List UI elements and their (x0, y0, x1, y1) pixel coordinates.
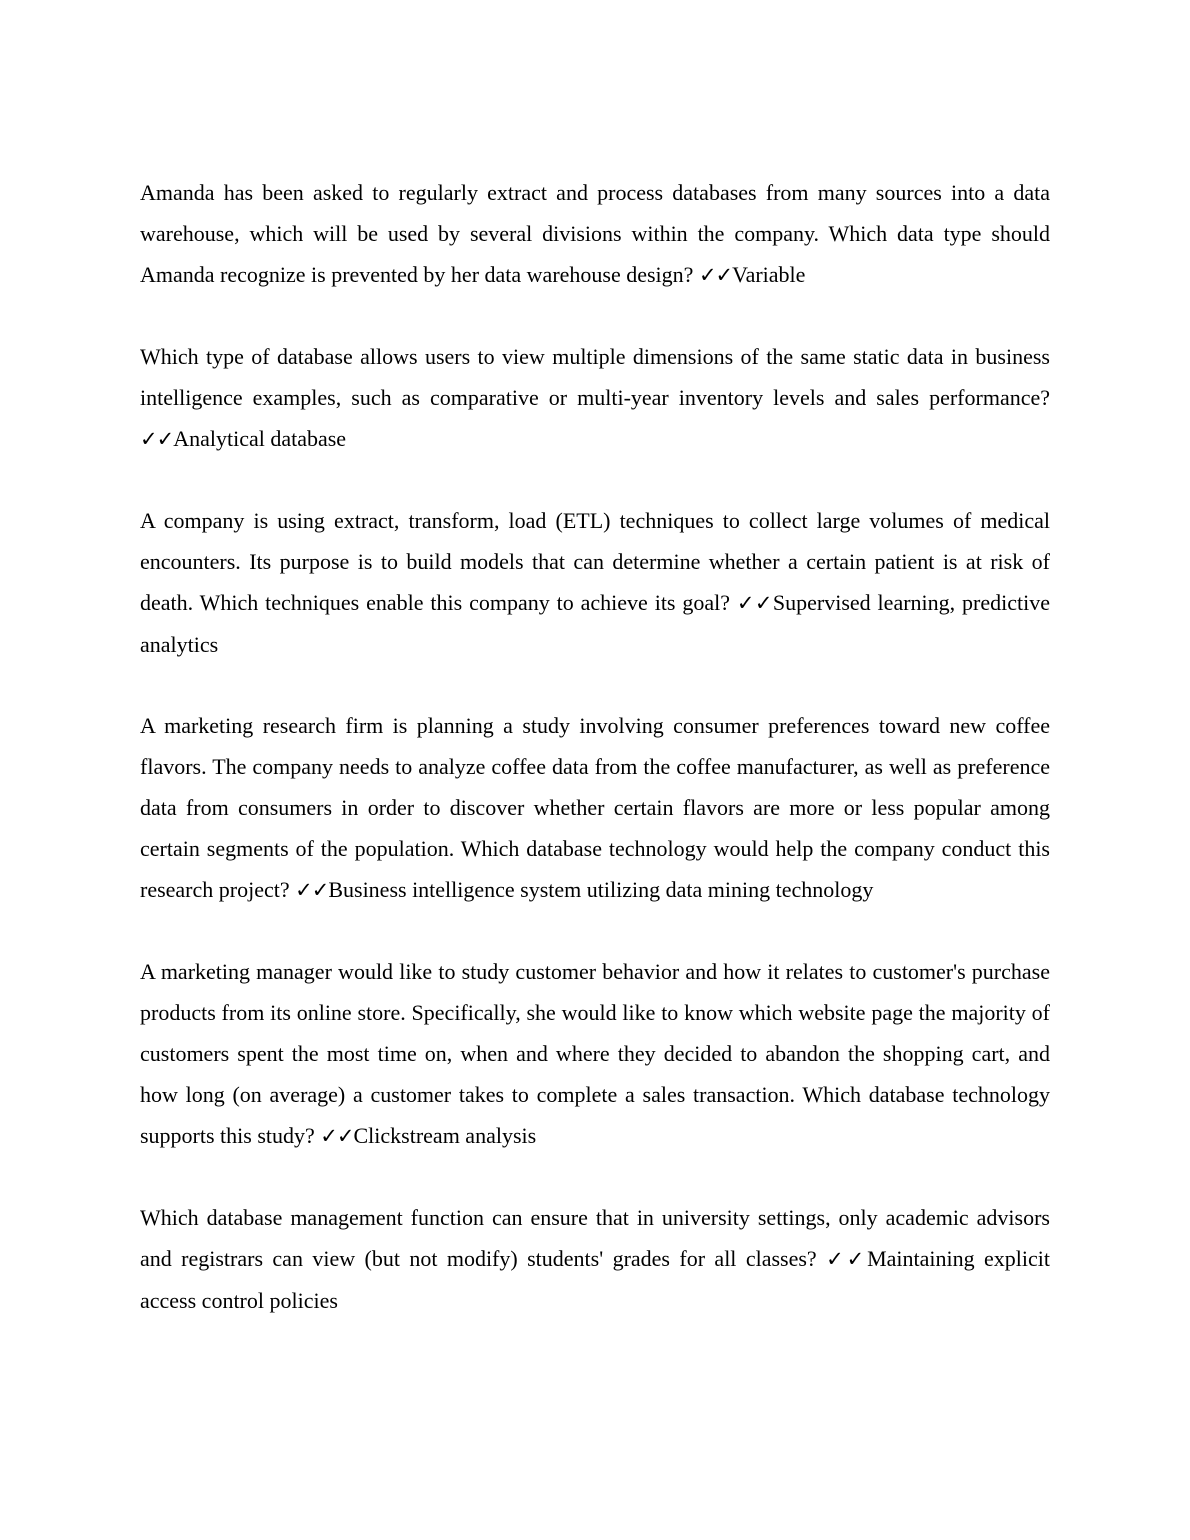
double-check-icon: ✓✓ (320, 1124, 354, 1148)
qa-item-6 (140, 1197, 1050, 1321)
question-text: Which database management function can ensure that in university settings, only academic advisors and registrars can view (but not modify) students' grades for all classes? (140, 1205, 1050, 1271)
double-check-icon: ✓✓ (295, 878, 329, 902)
qa-item-4 (140, 705, 1050, 911)
qa-item-1 (140, 172, 1050, 296)
qa-item-5 (140, 951, 1050, 1157)
qa-item-3 (140, 500, 1050, 665)
double-check-icon: ✓✓ (826, 1247, 868, 1271)
answer-text: Business intelligence system utilizing data mining technology (328, 877, 874, 902)
question-text: Amanda has been asked to regularly extract and process databases from many sources into a data warehouse, which will be used by several divisions within the company. Which data type should Amanda recognize is prevented by her data warehouse design? (140, 180, 1050, 287)
answer-text: Analytical database (173, 426, 347, 451)
answer-text: Variable (732, 262, 806, 287)
question-text: A marketing manager would like to study customer behavior and how it relates to customer's purchase products from its online store. Specifically, she would like to know which website page the majority of customers spent the most time on, when and where they decided to abandon the shopping cart, and how long (on average) a customer takes to complete a sales transaction. Which database technology supports this study? (140, 959, 1050, 1148)
answer-text: Supervised learning, predictive analytics (140, 590, 1050, 657)
question-text: Which type of database allows users to view multiple dimensions of the same static data in business intelligence examples, such as comparative or multi-year inventory levels and sales performance? (140, 344, 1050, 410)
question-text: A marketing research firm is planning a study involving consumer preferences toward new coffee flavors. The company needs to analyze coffee data from the coffee manufacturer, as well as preference data from consumers in order to discover whether certain flavors are more or less popular among certain segments of the population. Which database technology would help the company conduct this research project? (140, 713, 1050, 902)
double-check-icon: ✓✓ (140, 427, 174, 451)
answer-text: Maintaining explicit access control policies (140, 1246, 1050, 1313)
qa-item-2 (140, 336, 1050, 460)
double-check-icon: ✓✓ (698, 263, 733, 287)
question-text: A company is using extract, transform, load (ETL) techniques to collect large volumes of medical encounters. Its purpose is to build models that can determine whether a certain patient is at risk of death. Which techniques enable this company to achieve its goal? (140, 508, 1050, 615)
qa-list (140, 172, 1050, 1361)
answer-text: Clickstream analysis (353, 1123, 537, 1148)
double-check-icon: ✓✓ (736, 591, 773, 615)
